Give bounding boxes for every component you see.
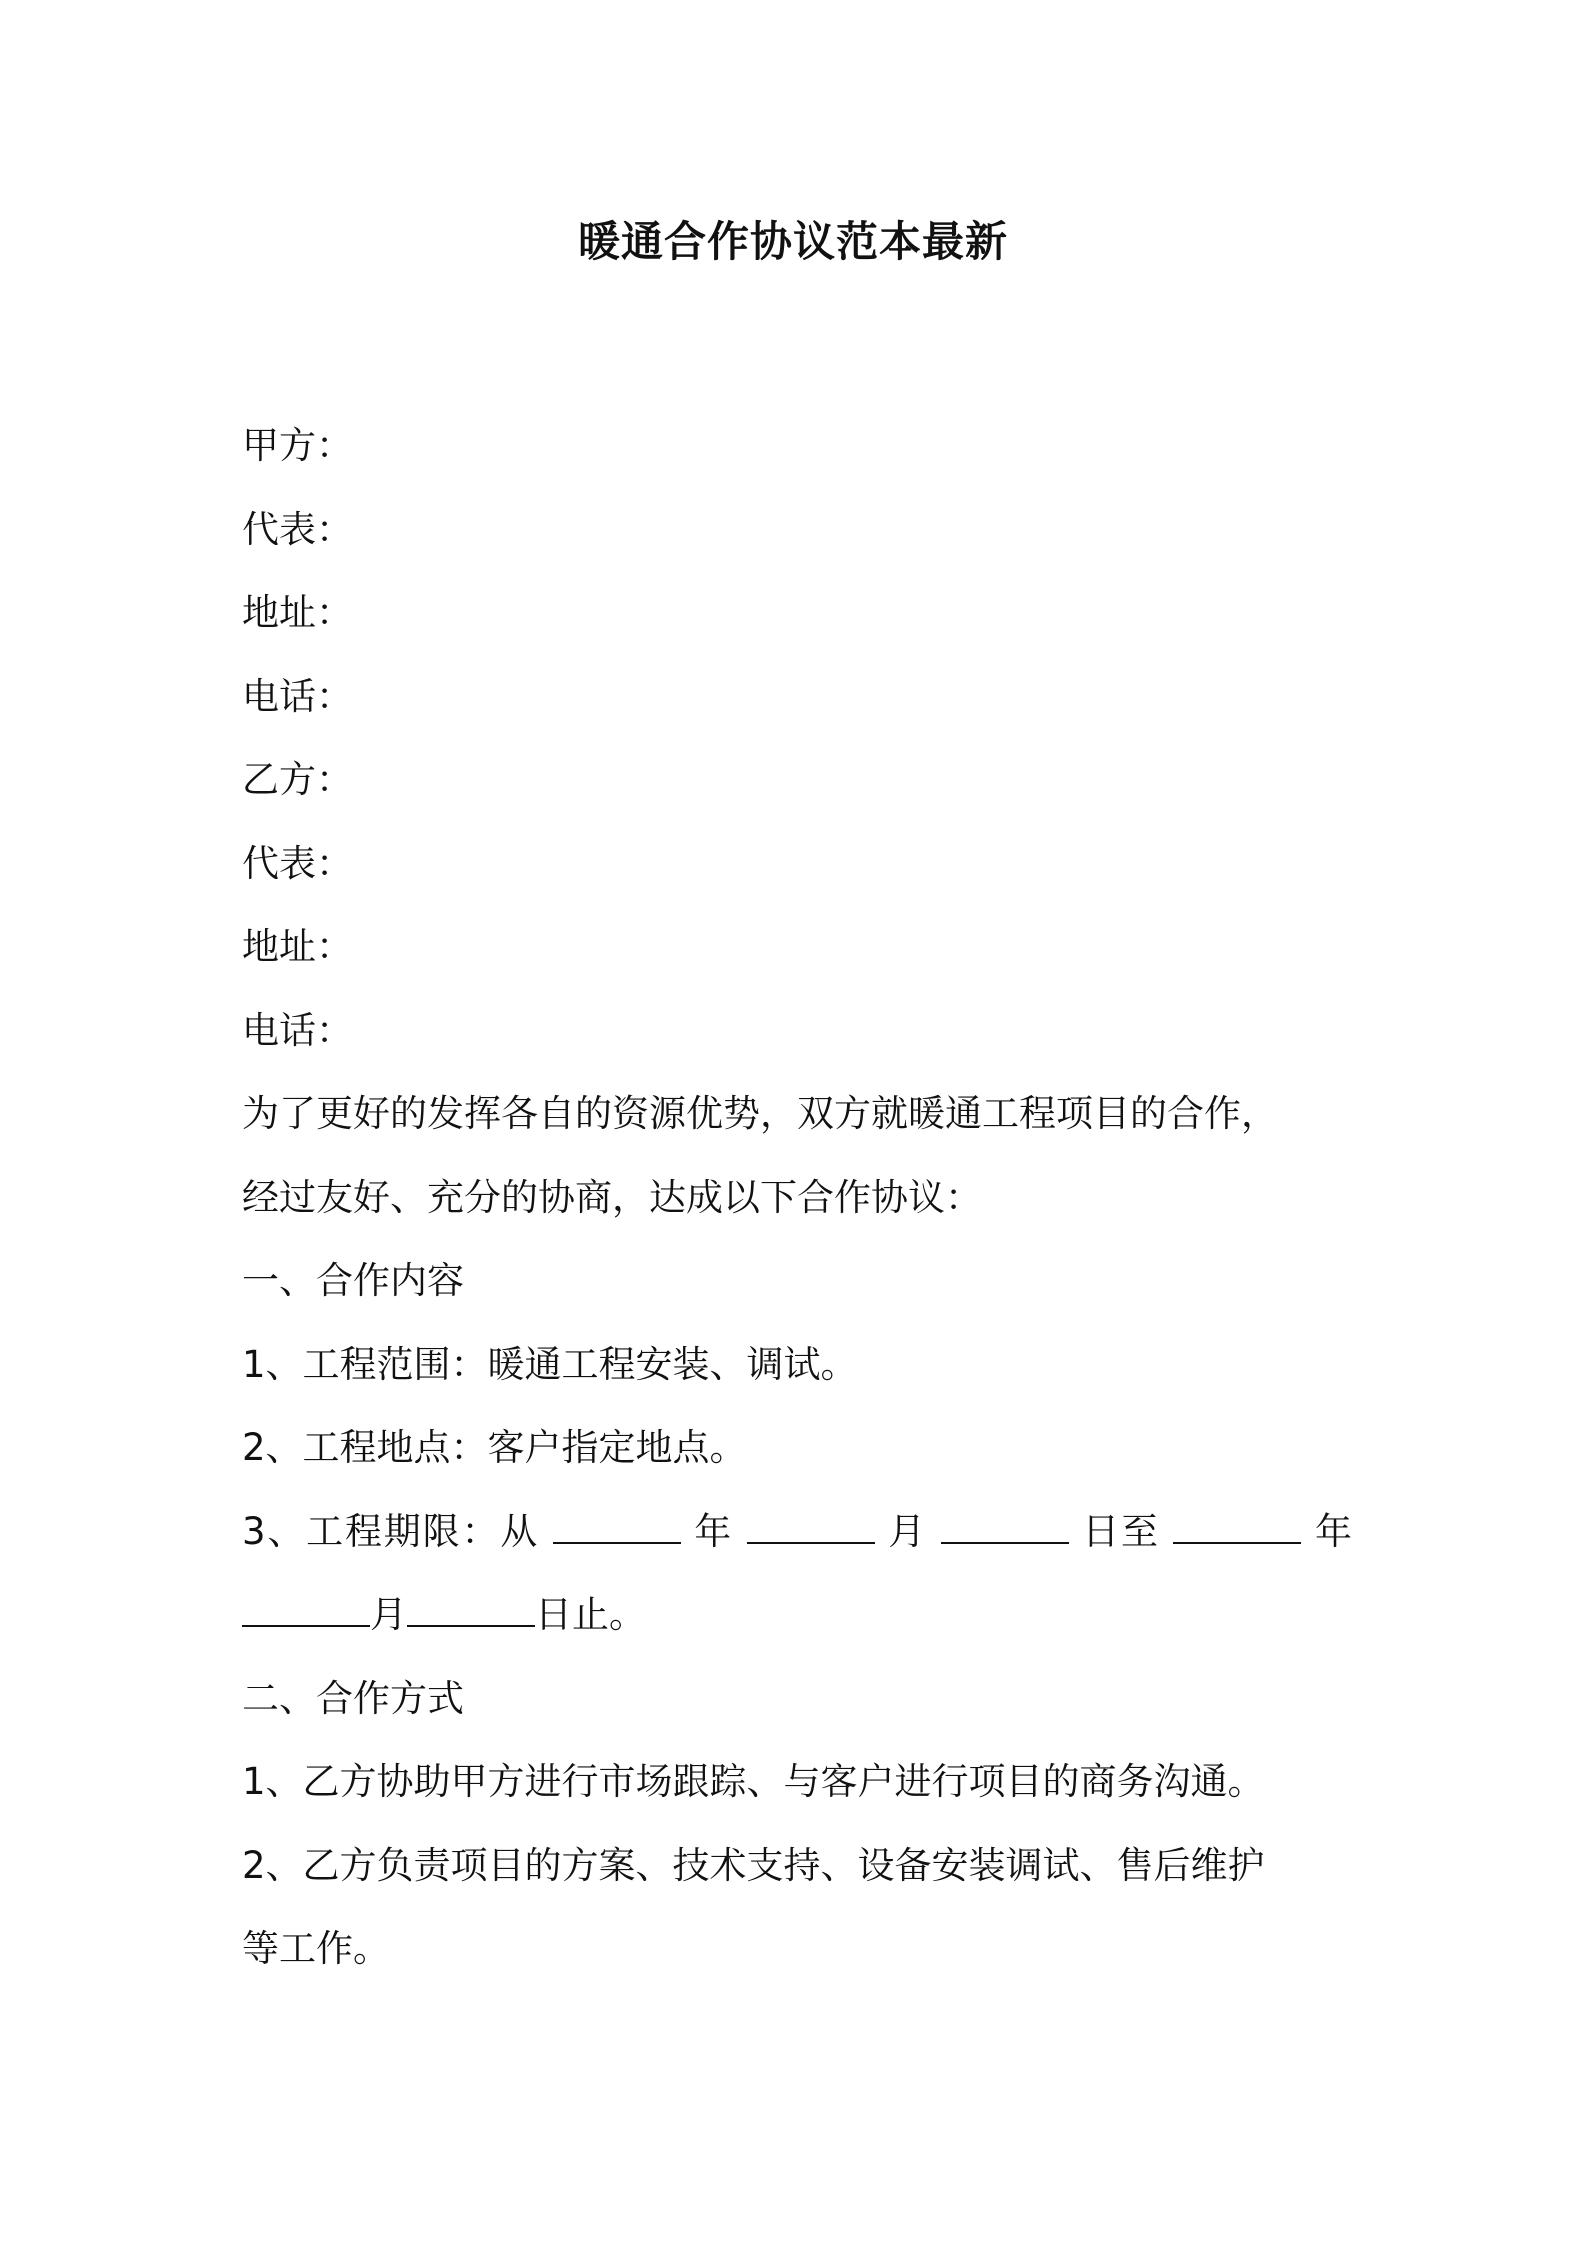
party-b-address-label: 地址： — [242, 925, 353, 968]
section2-item-2-line-1: 2、乙方负责项目的方案、技术支持、设备安装调试、售后维护 — [242, 1843, 1265, 1887]
section1-item-3-line-2 — [242, 1573, 1352, 1657]
term-prefix: 3、工程期限：从 — [242, 1509, 540, 1553]
end-month-blank — [242, 1595, 370, 1627]
document-title: 暖通合作协议范本最新 — [577, 217, 1008, 266]
preamble-line-2: 经过友好、充分的协商，达成以下合作协议： — [242, 1175, 982, 1219]
party-a-name-label: 甲方： — [242, 424, 353, 467]
section1-item-1: 1、工程范围：暖通工程安装、调试。 — [242, 1342, 858, 1386]
section1-item-3-line-1 — [242, 1490, 1352, 1574]
party-a-address-label: 地址： — [242, 591, 353, 634]
party-b-phone-label: 电话： — [242, 1008, 353, 1052]
start-day-blank — [941, 1512, 1069, 1544]
party-a-phone-label: 电话： — [242, 674, 353, 718]
end-day-label: 日止。 — [535, 1593, 646, 1636]
end-month-label: 月 — [370, 1593, 407, 1636]
party-b-rep-label: 代表： — [242, 841, 353, 885]
section2-heading: 二、合作方式 — [242, 1676, 464, 1720]
start-month-blank — [747, 1512, 875, 1544]
end-day-blank — [407, 1595, 535, 1627]
start-day-label: 日至 — [1082, 1509, 1160, 1553]
party-b-name-label: 乙方： — [242, 758, 353, 801]
section2-item-1: 1、乙方协助甲方进行市场跟踪、与客户进行项目的商务沟通。 — [242, 1760, 1265, 1803]
start-year-label: 年 — [694, 1509, 734, 1553]
start-year-blank — [553, 1512, 681, 1544]
section1-item-2: 2、工程地点：客户指定地点。 — [242, 1426, 747, 1469]
end-year-label: 年 — [1315, 1509, 1352, 1553]
section2-item-2-line-2: 等工作。 — [242, 1927, 390, 1970]
document-body — [242, 404, 1352, 1991]
end-year-blank — [1173, 1512, 1301, 1544]
party-a-rep-label: 代表： — [242, 507, 353, 551]
preamble-line-1: 为了更好的发挥各自的资源优势，双方就暖通工程项目的合作， — [242, 1092, 1278, 1135]
section1-heading: 一、合作内容 — [242, 1259, 464, 1302]
start-month-label: 月 — [888, 1509, 928, 1553]
